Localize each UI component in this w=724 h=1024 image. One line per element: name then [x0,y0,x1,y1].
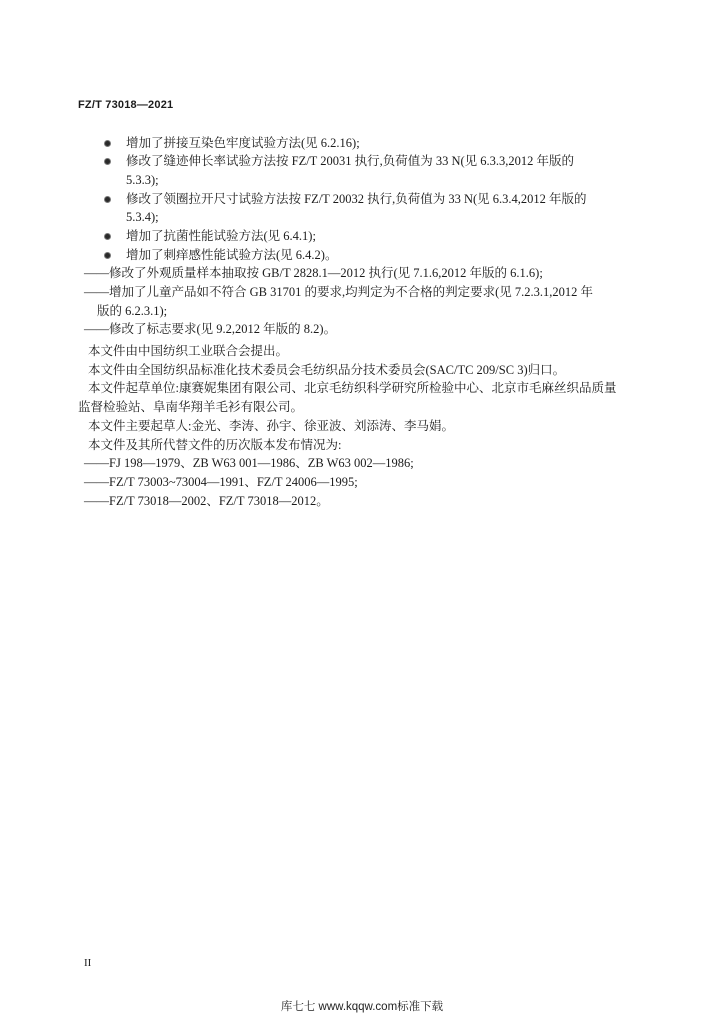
bullet-item [0,134,724,153]
bullet-item-continuation [0,171,724,190]
bullet-item [0,227,724,246]
bullet-item-text: 修改了领圈拉开尺寸试验方法按 FZ/T 20032 执行,负荷值为 33 N(见 6.3.4,2012 年版的 [126,191,587,206]
history-intro-paragraph: 本文件及其所代替文件的历次版本发布情况为: [88,437,342,452]
dash-item: ——增加了儿童产品如不符合 GB 31701 的要求,均判定为不合格的判定要求(见 7.2.3.1,2012 年 [84,285,594,299]
drafting-units-continuation: 监督检验站、阜南华翔羊毛衫有限公司。 [78,400,304,415]
dash-item-continuation: 版的 6.2.3.1); [97,303,168,318]
bullet-item-continuation-text: 5.3.3); [126,172,159,187]
history-item: ——FZ/T 73018—2002、FZ/T 73018—2012。 [84,493,329,508]
bullet-item-continuation-text: 5.3.4); [126,210,159,225]
bullet-item [0,152,724,171]
bullet-item-text: 增加了拼接互染色牢度试验方法(见 6.2.16); [126,135,360,150]
dash-item: ——修改了标志要求(见 9.2,2012 年版的 8.2)。 [84,322,337,337]
bullet-icon [105,197,110,202]
bullet-icon [105,253,110,258]
bullet-item-text: 增加了刺痒感性能试验方法(见 6.4.2)。 [126,247,338,262]
bullet-item [0,246,724,265]
history-item: ——FZ/T 73003~73004—1991、FZ/T 24006—1995; [84,474,358,489]
proposed-by-paragraph: 本文件由中国纺织工业联合会提出。 [88,344,289,359]
standard-code-header: FZ/T 73018—2021 [78,99,174,111]
bullet-icon [105,141,110,146]
foreword-changes-section [0,134,724,511]
drafting-units-paragraph: 本文件起草单位:康赛妮集团有限公司、北京毛纺织科学研究所检验中心、北京市毛麻丝织品质量 [88,381,617,396]
bullet-item-text: 修改了缝迹伸长率试验方法按 FZ/T 20031 执行,负荷值为 33 N(见 6.3.3,2012 年版的 [126,154,575,169]
bullet-icon [105,159,110,164]
site-watermark: 库七七 www.kqqw.com标准下载 [280,1001,444,1013]
bullet-item-text: 增加了抗菌性能试验方法(见 6.4.1); [126,228,316,243]
bullet-icon [105,234,110,239]
dash-item: ——修改了外观质量样本抽取按 GB/T 2828.1—2012 执行(见 7.1.6,2012 年版的 6.1.6); [84,266,543,281]
drafters-paragraph: 本文件主要起草人:金光、李涛、孙宇、徐亚波、刘添涛、李马娟。 [88,418,454,433]
page-number: II [84,957,92,969]
centralized-by-paragraph: 本文件由全国纺织品标准化技术委员会毛纺织品分技术委员会(SAC/TC 209/SC 3)归口。 [88,362,566,377]
bullet-item [0,190,724,209]
history-item: ——FJ 198—1979、ZB W63 001—1986、ZB W63 002—1986; [84,456,414,471]
bullet-item-continuation [0,208,724,227]
